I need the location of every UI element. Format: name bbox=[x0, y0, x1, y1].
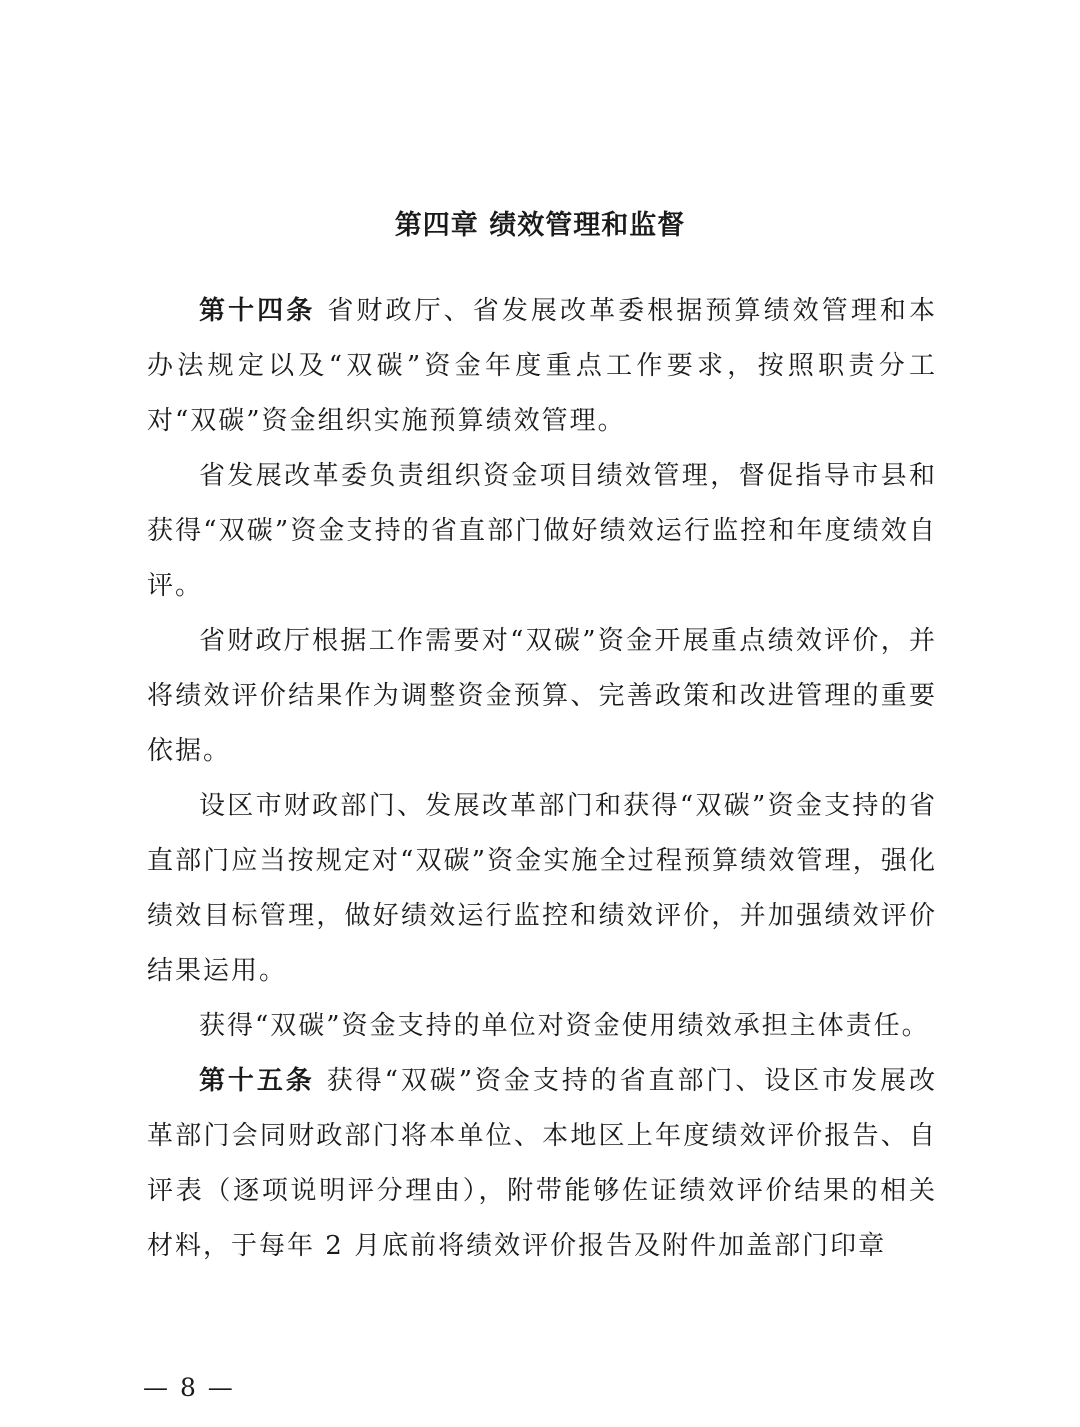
paragraph-recipient-duties: 获得“双碳”资金支持的单位对资金使用绩效承担主体责任。 bbox=[199, 1011, 930, 1041]
article-15-label: 第十五条 bbox=[199, 1066, 315, 1096]
paragraph-finance-duties: 省财政厅根据工作需要对“双碳”资金开展重点绩效评价，并将绩效评价结果作为调整资金预算、完善政策和改进管理的重要依据。 bbox=[147, 626, 937, 766]
page-number: — 8 — bbox=[143, 1373, 235, 1402]
document-body bbox=[147, 284, 937, 1274]
article-14-text: 省财政厅、省发展改革委根据预算绩效管理和本办法规定以及“双碳”资金年度重点工作要求，按照职责分工对“双碳”资金组织实施预算绩效管理。 bbox=[147, 296, 937, 436]
article-14-label: 第十四条 bbox=[199, 296, 316, 326]
paragraph-ndrc-duties: 省发展改革委负责组织资金项目绩效管理，督促指导市县和获得“双碳”资金支持的省直部门做好绩效运行监控和年度绩效自评。 bbox=[147, 461, 937, 601]
paragraph-city-duties: 设区市财政部门、发展改革部门和获得“双碳”资金支持的省直部门应当按规定对“双碳”资金实施全过程预算绩效管理，强化绩效目标管理，做好绩效运行监控和绩效评价，并加强绩效评价结果运用。 bbox=[147, 791, 937, 986]
article-14 bbox=[147, 284, 937, 449]
article-15-text: 获得“双碳”资金支持的省直部门、设区市发展改革部门会同财政部门将本单位、本地区上年度绩效评价报告、自评表（逐项说明评分理由），附带能够佐证绩效评价结果的相关材料，于每年 2 月底前将绩效评价报告及附件加盖部门印章 bbox=[147, 1066, 937, 1261]
chapter-title: 第四章 绩效管理和监督 bbox=[394, 210, 686, 241]
article-15 bbox=[147, 1054, 937, 1274]
